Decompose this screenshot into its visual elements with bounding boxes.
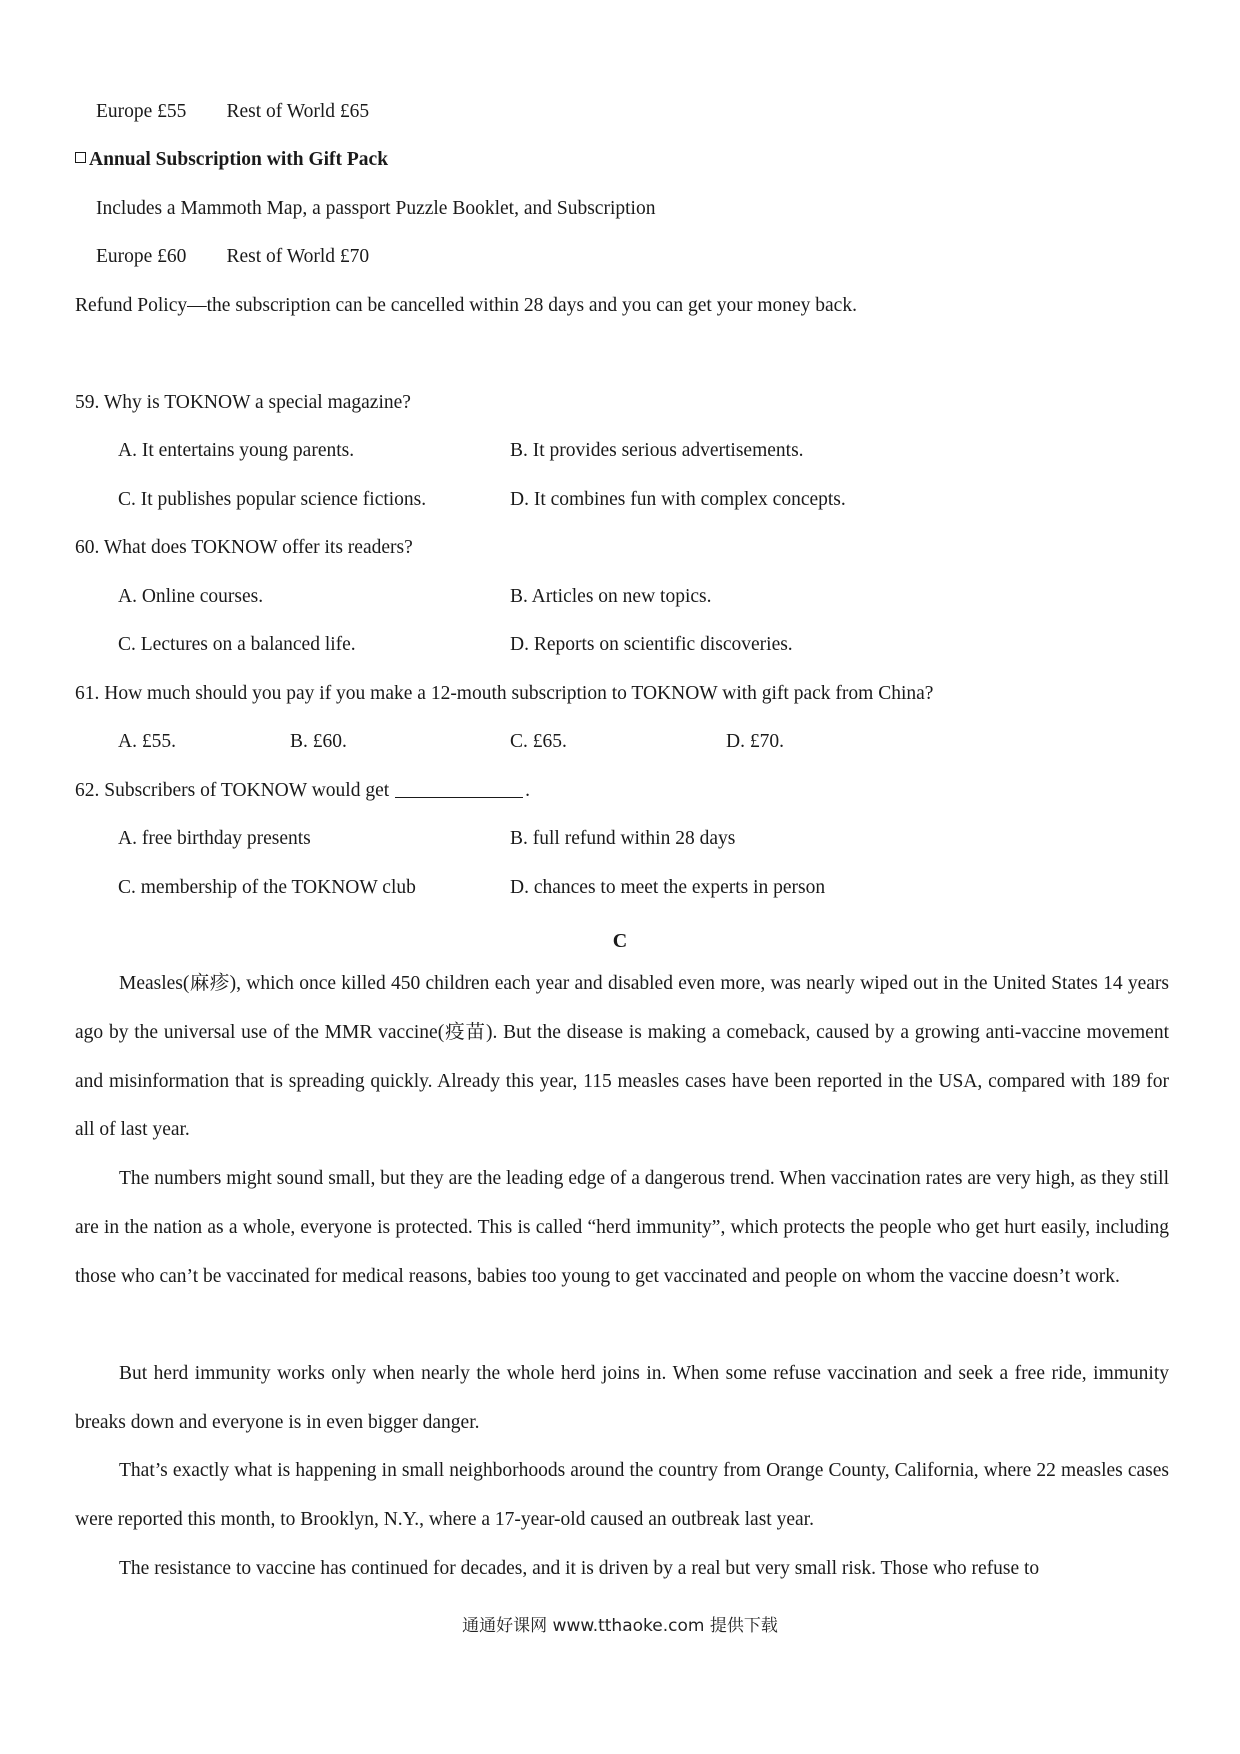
question-59-option-d: D. It combines fun with complex concepts.	[510, 489, 846, 510]
question-62-stem-end: .	[525, 780, 531, 801]
plan2-title: Annual Subscription with Gift Pack	[89, 149, 389, 170]
passage-paragraph-4-text: That’s exactly what is happening in small neighborhoods around the country from Orange County, California, where 22 measles cases were reported this month, to Brooklyn, N.Y., where a 17-year-old caused an outbreak last year.	[75, 1460, 1169, 1530]
pricing-row-plan1	[96, 100, 369, 123]
question-59-option-b: B. It provides serious advertisements.	[510, 440, 804, 461]
question-60-option-c: C. Lectures on a balanced life.	[118, 634, 356, 655]
question-59-option-a: A. It entertains young parents.	[118, 440, 355, 461]
price-rest-of-world-plan1: Rest of World £65	[226, 101, 370, 122]
question-62-option-d: D. chances to meet the experts in person	[510, 877, 826, 898]
price-europe-plan1: Europe £55	[96, 101, 187, 122]
checkbox-icon	[75, 152, 86, 163]
answer-blank	[395, 781, 523, 798]
question-61-option-a: A. £55.	[118, 731, 176, 752]
question-60-option-b: B. Articles on new topics.	[510, 586, 712, 607]
price-europe-plan2: Europe £60	[96, 246, 187, 267]
question-60-option-a: A. Online courses.	[118, 586, 264, 607]
question-62-stem-line	[75, 779, 530, 802]
question-60-option-d: D. Reports on scientific discoveries.	[510, 634, 793, 655]
passage-paragraph-3	[75, 1350, 1169, 1448]
passage-paragraph-2-text: The numbers might sound small, but they are the leading edge of a dangerous trend. When vaccination rates are very high, as they still are in the nation as a whole, everyone is protected. This is called “herd immunity”, which protects the people who get hurt easily, including those who can’t be vaccinated for medical reasons, babies too young to get vaccinated and people on whom the vaccine doesn’t work.	[75, 1168, 1169, 1287]
question-60-stem: 60. What does TOKNOW offer its readers?	[75, 537, 413, 558]
question-61-option-b: B. £60.	[290, 731, 347, 752]
plan2-includes: Includes a Mammoth Map, a passport Puzzle Booklet, and Subscription	[96, 198, 656, 219]
question-59-option-c: C. It publishes popular science fictions.	[118, 489, 427, 510]
passage-paragraph-5-text: The resistance to vaccine has continued for decades, and it is driven by a real but very small risk. Those who refuse to	[119, 1558, 1040, 1579]
plan2-heading	[75, 148, 388, 171]
question-59-stem: 59. Why is TOKNOW a special magazine?	[75, 392, 411, 413]
passage-paragraph-5	[75, 1545, 1169, 1594]
price-rest-of-world-plan2: Rest of World £70	[226, 246, 370, 267]
passage-paragraph-1-text: Measles(麻疹), which once killed 450 children each year and disabled even more, was nearly wiped out in the United States 14 years ago by the universal use of the MMR vaccine(疫苗). But the disease is making a comeback, caused by a growing anti-vaccine movement and misinformation that is spreading quickly. Already this year, 115 measles cases have been reported in the USA, compared with 189 for all of last year.	[75, 973, 1169, 1141]
question-61-option-c: C. £65.	[510, 731, 567, 752]
footer-watermark: 通通好课网 www.tthaoke.com 提供下载	[462, 1616, 778, 1636]
pricing-row-plan2	[96, 245, 369, 268]
question-62-option-b: B. full refund within 28 days	[510, 828, 736, 849]
question-62-option-a: A. free birthday presents	[118, 828, 311, 849]
passage-paragraph-3-text: But herd immunity works only when nearly the whole herd joins in. When some refuse vaccination and seek a free ride, immunity breaks down and everyone is in even bigger danger.	[75, 1363, 1169, 1433]
question-61-option-d: D. £70.	[726, 731, 784, 752]
passage-paragraph-1	[75, 960, 1169, 1155]
question-62-stem: 62. Subscribers of TOKNOW would get	[75, 780, 390, 801]
passage-paragraph-4	[75, 1447, 1169, 1545]
refund-policy: Refund Policy—the subscription can be cancelled within 28 days and you can get your money back.	[75, 295, 857, 316]
question-62-option-c: C. membership of the TOKNOW club	[118, 877, 416, 898]
question-61-stem: 61. How much should you pay if you make a 12-mouth subscription to TOKNOW with gift pack from China?	[75, 683, 934, 704]
passage-paragraph-2	[75, 1155, 1169, 1301]
section-c-title: C	[612, 930, 628, 952]
